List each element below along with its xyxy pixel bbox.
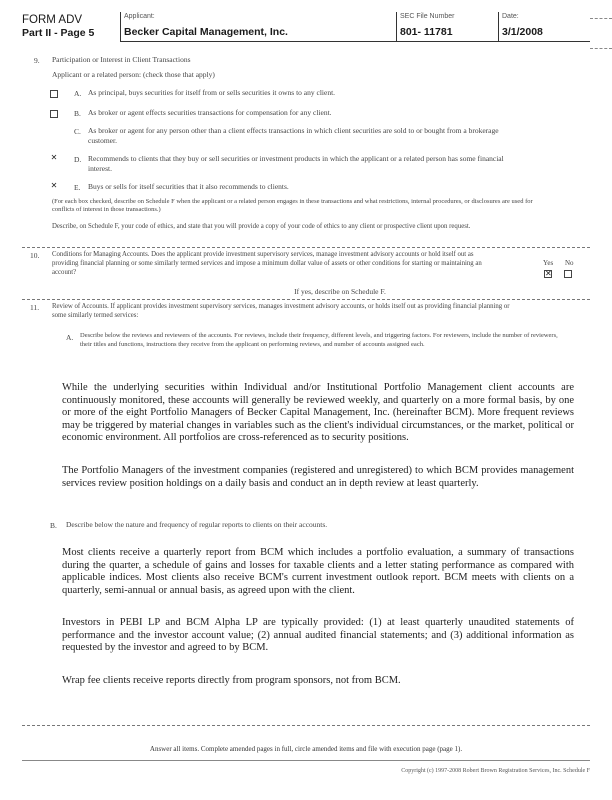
sec-file-label: SEC File Number (400, 13, 455, 20)
header-divider (120, 12, 121, 42)
option-e-checkbox[interactable]: ✕ (50, 181, 58, 190)
footer-divider (22, 725, 590, 726)
item-9-code-line: Describe, on Schedule F, your code of ethics, and state that you will provide a copy of your code of ethics to any client or prospective client upon request. (52, 223, 471, 230)
item-11-number: 11. (30, 303, 40, 312)
schedule-f-note: If yes, describe on Schedule F. (294, 287, 386, 296)
option-e-text: Buys or sells for itself securities that it also recommends to clients. (88, 182, 289, 191)
applicant-name: Becker Capital Management, Inc. (124, 26, 288, 38)
sub-a-text: Describe below the reviews and reviewers of the accounts. For reviews, include their frequency, different levels, and triggering factors. For reviewers, include the number of reviewers, their titles and functions, instructions they receive from the applicant on performing reviews, and number of accounts assigned each. (80, 332, 558, 348)
item-10-number: 10. (30, 251, 40, 260)
yes-checkbox[interactable]: ✕ (545, 269, 552, 278)
option-c-text: As broker or agent for any person other than a client effects transactions in which client securities are sold to or bought from a brokerage customer. (88, 126, 499, 145)
sub-b-letter: B. (50, 521, 57, 530)
section-divider (22, 299, 590, 300)
section-divider (22, 247, 590, 248)
sub-a-letter: A. (66, 333, 74, 342)
date-label: Date: (502, 13, 519, 20)
review-paragraph-1: While the underlying securities within Individual and/or Institutional Portfolio Management client accounts are continuously monitored, these accounts will generally be reviewed weekly, and quarterly on a more formal basis, by one or more of the eight Portfolio Managers of Becker Capital Management, Inc. (hereinafter BCM). More frequent reviews may be triggered by material changes in variables such as the client's individual circumstances, or the market, political or economic environment. All portfolios are cross-referenced as to security positions. (62, 382, 574, 443)
item-10-text: Conditions for Managing Accounts. Does the applicant provide investment supervisory services, manage investment advisory accounts or hold itself out as providing financial planning or some similarly termed services and impose a minimum dollar value of assets or other conditions for starting or maintaining an account? (52, 251, 482, 276)
option-d-text: Recommends to clients that they buy or sell securities or investment products in which the applicant or a related person has some financial interest. (88, 154, 504, 173)
no-checkbox[interactable] (564, 270, 572, 278)
option-a-checkbox[interactable] (50, 90, 58, 98)
form-title: FORM ADV (22, 14, 83, 26)
item-9-instruction: Applicant or a related person: (check those that apply) (52, 70, 215, 79)
item-9-number: 9. (34, 56, 40, 65)
option-b-checkbox[interactable] (50, 110, 58, 118)
reports-paragraph-3: Wrap fee clients receive reports directly from program sponsors, not from BCM. (62, 675, 401, 686)
part-label: Part II - Page 5 (22, 27, 95, 39)
option-d-checkbox[interactable]: ✕ (50, 153, 58, 162)
date-value: 3/1/2008 (502, 26, 543, 38)
reports-paragraph-1: Most clients receive a quarterly report from BCM which includes a portfolio evaluation, a summary of transactions during the quarter, a schedule of gains and losses for taxable clients and a letter stating performance as compared with applicable indices. Most clients also receive BCM's current investment outlook report. BCM meets with clients on a quarterly, semi-annual or annual basis, as agreed upon with the client. (62, 547, 574, 596)
footer-rule (22, 760, 590, 761)
option-e-letter: E. (74, 183, 81, 192)
edge-mark (590, 48, 612, 49)
item-9-note: (For each box checked, describe on Schedule F when the applicant or a related person engages in these transactions and what restrictions, internal procedures, or disclosures are used for conflicts of interest in those transactions.) (52, 198, 533, 213)
option-a-text: As principal, buys securities for itself from or sells securities it owns to any client. (88, 88, 336, 97)
header-rule (120, 41, 590, 42)
option-b-letter: B. (74, 109, 81, 118)
applicant-label: Applicant: (124, 13, 155, 20)
item-9-title: Participation or Interest in Client Transactions (52, 55, 191, 64)
sec-file-number: 801- 11781 (400, 26, 453, 38)
form-header (22, 14, 94, 40)
yes-label: Yes (543, 259, 554, 267)
review-paragraph-2: The Portfolio Managers of the investment companies (registered and unregistered) to which BCM provides management services review position holdings on a daily basis and conduct an in depth review at least quarterly. (62, 465, 574, 489)
no-label: No (565, 259, 574, 267)
edge-mark (590, 18, 612, 19)
copyright-line: Copyright (c) 1997-2008 Robert Brown Registration Services, Inc. Schedule F (401, 768, 590, 774)
header-divider (396, 12, 397, 42)
option-c-letter: C. (74, 127, 81, 136)
sub-b-text: Describe below the nature and frequency of regular reports to clients on their accounts. (66, 520, 328, 529)
reports-paragraph-2: Investors in PEBI LP and BCM Alpha LP are typically provided: (1) at least quarterly unaudited statements of performance and the investor account value; (2) annual audited financial statements; and (3) additional information as requested by the investor and agreed to by BCM. (62, 617, 574, 653)
header-divider (498, 12, 499, 42)
footer-instructions: Answer all items. Complete amended pages in full, circle amended items and file with execution page (page 1). (149, 745, 463, 753)
item-11-title: Review of Accounts. If applicant provides investment supervisory services, manages investment advisory accounts, or holds itself out as providing financial planning or some similarly termed services: (52, 303, 510, 319)
option-a-letter: A. (74, 89, 82, 98)
option-b-text: As broker or agent effects securities transactions for compensation for any client. (88, 108, 332, 117)
option-d-letter: D. (74, 155, 82, 164)
